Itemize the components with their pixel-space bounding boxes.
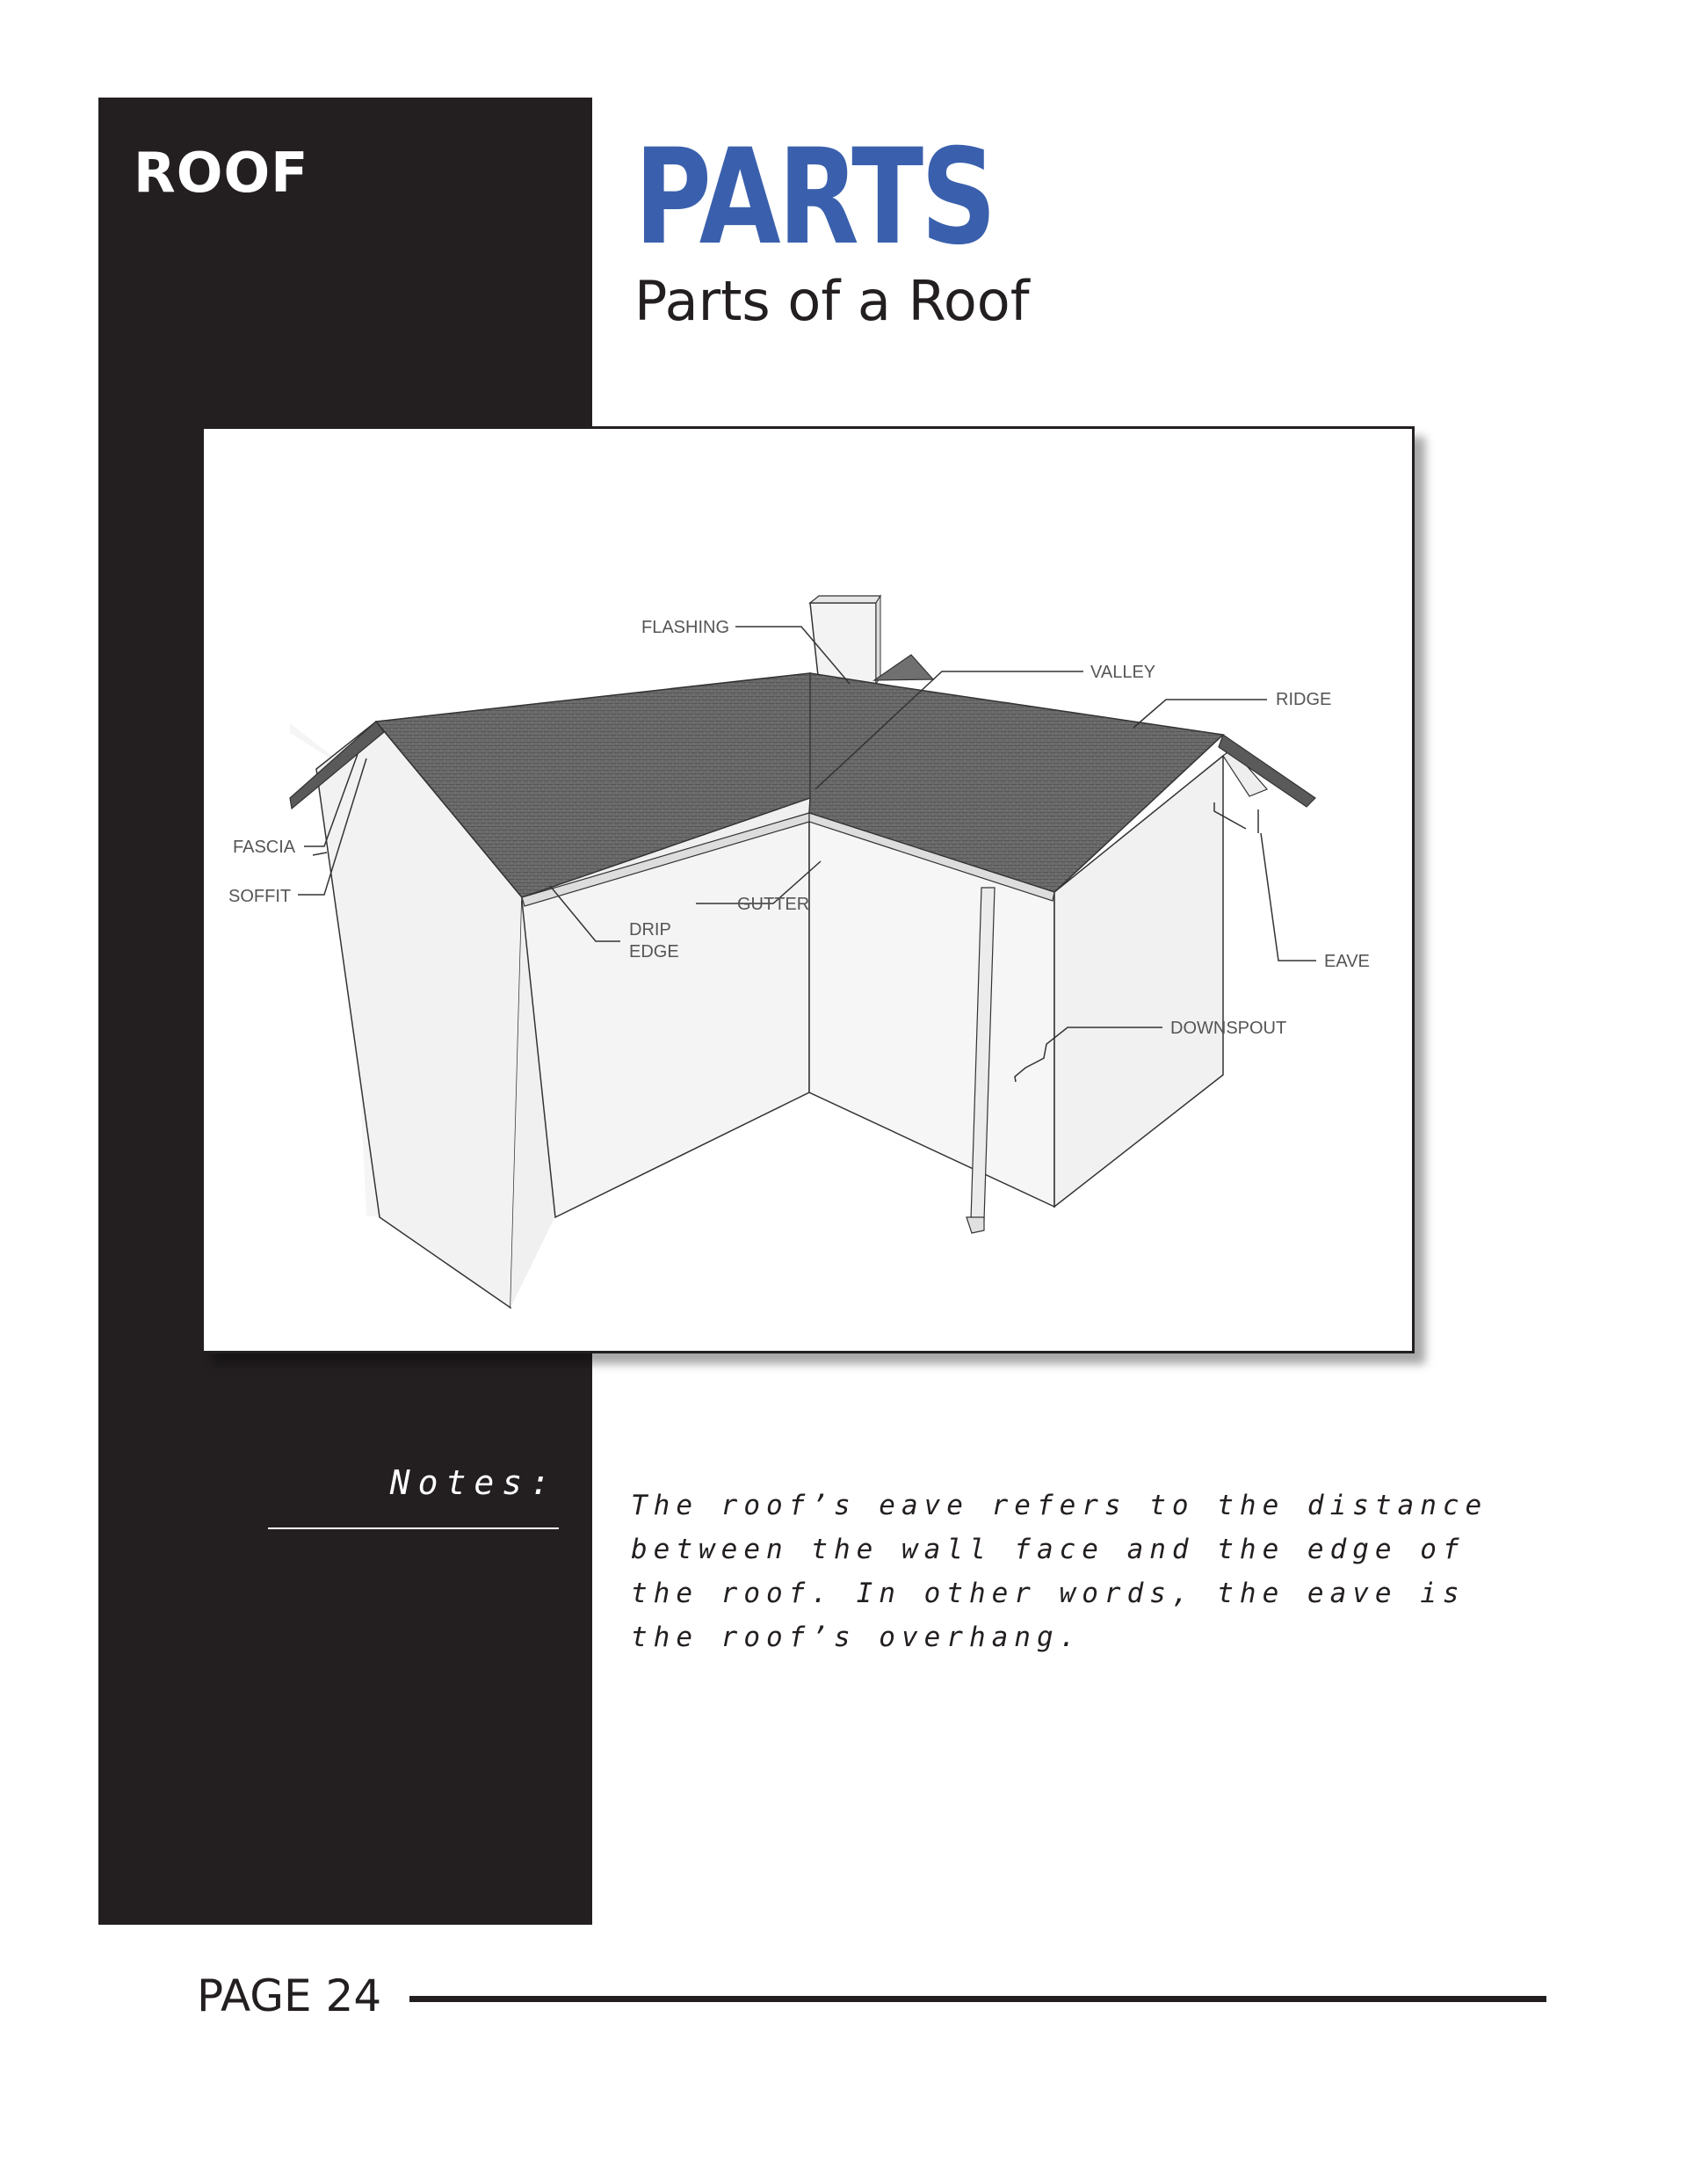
roof-back-gable xyxy=(874,655,933,680)
chimney-front xyxy=(810,603,876,684)
roof-diagram-frame xyxy=(201,426,1415,1353)
label-eave: EAVE xyxy=(1324,952,1370,971)
page-subheading: Parts of a Roof xyxy=(634,269,1030,333)
label-gutter: GUTTER xyxy=(737,895,810,914)
chimney-top xyxy=(810,596,880,603)
label-drip-line2: EDGE xyxy=(629,942,679,961)
notes-body: The roof’s eave refers to the distance between the wall face and the edge of the roof. In other words, the eave is the roof’s overhang. xyxy=(631,1490,1488,1653)
page-heading: PARTS xyxy=(634,121,995,274)
page-number: PAGE 24 xyxy=(197,1970,382,2021)
footer-rule xyxy=(409,1996,1546,2002)
label-ridge: RIDGE xyxy=(1276,690,1332,709)
roof-diagram xyxy=(204,429,1412,1351)
label-flashing: FLASHING xyxy=(641,618,730,637)
label-drip-line1: DRIP xyxy=(629,920,671,940)
section-label: ROOF xyxy=(134,141,309,205)
notes-divider xyxy=(268,1527,559,1529)
notes-title: Notes: xyxy=(389,1463,558,1502)
label-soffit: SOFFIT xyxy=(228,887,292,906)
downspout-foot xyxy=(967,1217,984,1233)
label-downspout: DOWNSPOUT xyxy=(1170,1019,1287,1038)
label-valley: VALLEY xyxy=(1090,663,1156,682)
chimney-side xyxy=(876,596,880,684)
label-fascia: FASCIA xyxy=(233,838,296,857)
